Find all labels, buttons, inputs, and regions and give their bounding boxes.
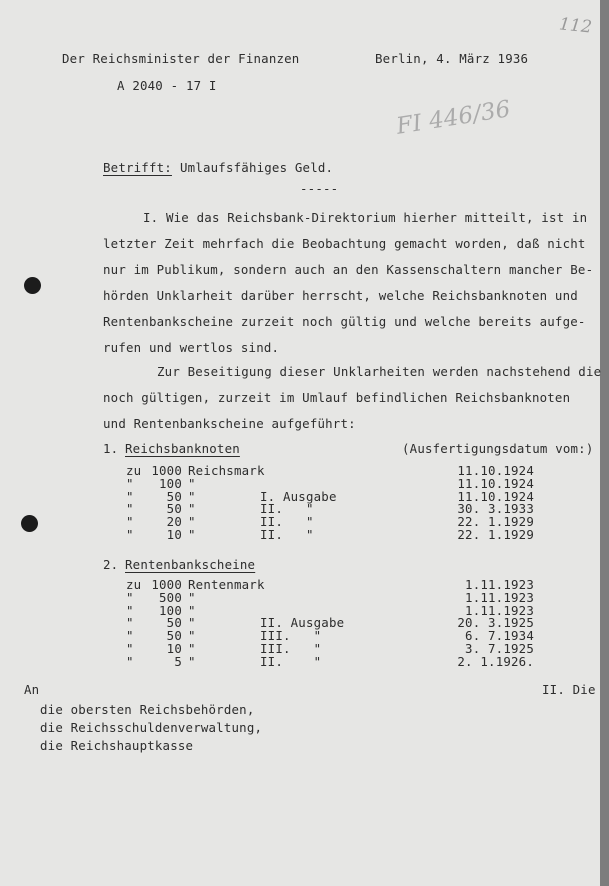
continuation-marker: II. Die bbox=[542, 682, 596, 697]
note-issue: II. " bbox=[260, 514, 314, 530]
paragraph2-line: und Rentenbankscheine aufgeführt: bbox=[103, 416, 356, 431]
note-prefix: zu bbox=[126, 577, 142, 592]
note-amount: 100 bbox=[159, 602, 182, 618]
section1-title: Reichsbanknoten bbox=[125, 441, 240, 456]
note-unit: " bbox=[188, 501, 196, 517]
paragraph1-line: I. Wie das Reichsbank-Direktorium hierher mitteilt, ist in bbox=[143, 210, 588, 225]
issue-date: 1.11.1923 bbox=[465, 589, 534, 605]
note-issue: III. " bbox=[260, 640, 322, 656]
note-unit: " bbox=[188, 640, 196, 656]
note-prefix: " bbox=[126, 526, 134, 542]
note-prefix: " bbox=[126, 615, 134, 631]
note-amount: 100 bbox=[159, 475, 182, 491]
note-amount: 50 bbox=[166, 628, 182, 644]
note-prefix: " bbox=[126, 514, 134, 530]
reference-number: A 2040 - 17 I bbox=[117, 78, 217, 93]
sender-line: Der Reichsminister der Finanzen bbox=[62, 51, 300, 66]
reichsbanknoten-table bbox=[0, 465, 609, 542]
note-issue: I. Ausgabe bbox=[260, 488, 337, 504]
paragraph1-line: hörden Unklarheit darüber herrscht, welche Reichsbanknoten und bbox=[103, 288, 578, 303]
note-amount: 1000 bbox=[151, 463, 182, 478]
note-amount: 500 bbox=[159, 589, 182, 605]
issue-date: 11.10.1924 bbox=[457, 488, 534, 504]
note-amount: 10 bbox=[166, 526, 182, 542]
paragraph2-line: Zur Beseitigung dieser Unklarheiten werden nachstehend die bbox=[157, 364, 602, 379]
subject-text: Umlaufsfähiges Geld. bbox=[180, 160, 334, 175]
scan-edge bbox=[600, 0, 609, 886]
page-number-mark: 112 bbox=[558, 14, 594, 38]
issue-date: 6. 7.1934 bbox=[465, 628, 534, 644]
note-prefix: " bbox=[126, 653, 134, 669]
handwritten-file-mark: FI 446/36 bbox=[394, 96, 513, 140]
note-unit: " bbox=[188, 602, 196, 618]
issue-date: 22. 1.1929 bbox=[457, 526, 534, 542]
recipient-line: die Reichshauptkasse bbox=[40, 738, 194, 753]
note-amount: 5 bbox=[174, 653, 182, 669]
issue-date: 11.10.1924 bbox=[457, 463, 534, 478]
note-unit: Reichsmark bbox=[188, 463, 265, 478]
note-unit: " bbox=[188, 628, 196, 644]
place-date: Berlin, 4. März 1936 bbox=[375, 51, 529, 66]
note-unit: " bbox=[188, 514, 196, 530]
issue-date: 22. 1.1929 bbox=[457, 514, 534, 530]
issue-date: 1.11.1923 bbox=[465, 577, 534, 592]
issue-date: 11.10.1924 bbox=[457, 475, 534, 491]
note-prefix: " bbox=[126, 602, 134, 618]
note-amount: 50 bbox=[166, 615, 182, 631]
section2-number: 2. bbox=[103, 557, 119, 572]
note-amount: 10 bbox=[166, 640, 182, 656]
note-unit: " bbox=[188, 615, 196, 631]
table-row bbox=[0, 526, 609, 542]
note-prefix: " bbox=[126, 501, 134, 517]
note-amount: 50 bbox=[166, 501, 182, 517]
note-prefix: " bbox=[126, 475, 134, 491]
note-prefix: " bbox=[126, 628, 134, 644]
note-unit: " bbox=[188, 653, 196, 669]
issue-date: 20. 3.1925 bbox=[457, 615, 534, 631]
note-unit: " bbox=[188, 526, 196, 542]
note-prefix: " bbox=[126, 640, 134, 656]
table-row bbox=[0, 653, 609, 669]
punch-hole-top bbox=[24, 277, 41, 294]
subject-label: Betrifft: bbox=[103, 160, 172, 175]
note-amount: 50 bbox=[166, 488, 182, 504]
subject-divider: ----- bbox=[300, 181, 339, 196]
issue-date: 2. 1.1926. bbox=[457, 653, 534, 669]
note-amount: 1000 bbox=[151, 577, 182, 592]
note-prefix: " bbox=[126, 589, 134, 605]
note-issue: II. " bbox=[260, 653, 322, 669]
note-prefix: zu bbox=[126, 463, 142, 478]
note-unit: Rentenmark bbox=[188, 577, 265, 592]
note-issue: II. Ausgabe bbox=[260, 615, 345, 631]
note-issue: III. " bbox=[260, 628, 322, 644]
section1-number: 1. bbox=[103, 441, 119, 456]
note-unit: " bbox=[188, 475, 196, 491]
paragraph1-line: Rentenbankscheine zurzeit noch gültig und welche bereits aufge- bbox=[103, 314, 586, 329]
date-column-header: (Ausfertigungsdatum vom:) bbox=[402, 441, 594, 456]
rentenbankscheine-table bbox=[0, 579, 609, 669]
section2-title: Rentenbankscheine bbox=[125, 557, 256, 572]
note-unit: " bbox=[188, 589, 196, 605]
paragraph1-line: nur im Publikum, sondern auch an den Kassenschaltern mancher Be- bbox=[103, 262, 594, 277]
issue-date: 3. 7.1925 bbox=[465, 640, 534, 656]
note-unit: " bbox=[188, 488, 196, 504]
note-prefix: " bbox=[126, 488, 134, 504]
note-amount: 20 bbox=[166, 514, 182, 530]
issue-date: 1.11.1923 bbox=[465, 602, 534, 618]
recipient-line: die Reichsschuldenverwaltung, bbox=[40, 720, 263, 735]
paragraph1-line: letzter Zeit mehrfach die Beobachtung gemacht worden, daß nicht bbox=[103, 236, 586, 251]
recipient-line: die obersten Reichsbehörden, bbox=[40, 702, 255, 717]
paragraph2-line: noch gültigen, zurzeit im Umlauf befindlichen Reichsbanknoten bbox=[103, 390, 571, 405]
paragraph1-line: rufen und wertlos sind. bbox=[103, 340, 280, 355]
note-issue: II. " bbox=[260, 526, 314, 542]
address-label: An bbox=[24, 682, 40, 697]
issue-date: 30. 3.1933 bbox=[457, 501, 534, 517]
note-issue: II. " bbox=[260, 501, 314, 517]
